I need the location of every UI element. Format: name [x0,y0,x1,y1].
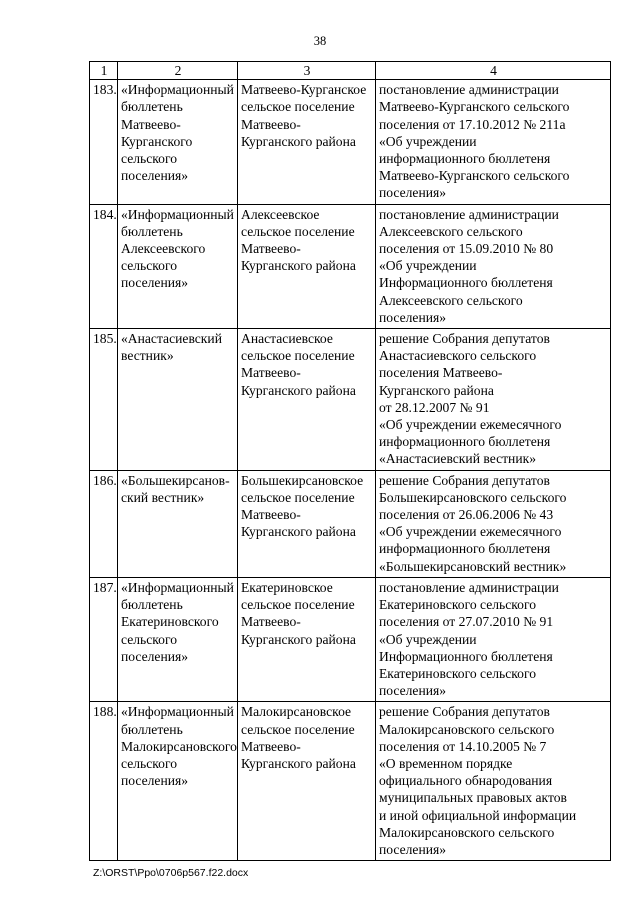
publication-name: «Информационный бюллетень Екатериновского сельского поселения» [118,577,238,701]
publication-name: «Анастасиевский вестник» [118,329,238,471]
row-number: 184. [90,204,118,328]
municipality: Алексеевское сельское поселение Матвеево- Курганского района [238,204,376,328]
founding-document: постановление администрации Алексеевского сельского поселения от 15.09.2010 № 80 «Об учреждении Информационного бюллетеня Алексеевского сельского поселения» [376,204,611,328]
founding-document: решение Собрания депутатов Малокирсановского сельского поселения от 14.10.2005 № 7 «О временном порядке официального обнародования муниципальных правовых актов и иной официальной информации Малокирсановского сельского поселения» [376,702,611,861]
row-number: 187. [90,577,118,701]
municipality: Большекирсановское сельское поселение Матвеево- Курганского района [238,470,376,577]
column-header-2: 2 [118,62,238,80]
publication-name: «Информационный бюллетень Алексеевского сельского поселения» [118,204,238,328]
row-number: 185. [90,329,118,471]
founding-document: постановление администрации Екатериновского сельского поселения от 27.07.2010 № 91 «Об учреждении Информационного бюллетеня Екатериновского сельского поселения» [376,577,611,701]
table-row [90,329,611,471]
founding-document: постановление администрации Матвеево-Курганского сельского поселения от 17.10.2012 № 211а «Об учреждении информационного бюллетеня Матвеево-Курганского сельского поселения» [376,80,611,204]
row-number: 183. [90,80,118,204]
municipality: Анастасиевское сельское поселение Матвеево- Курганского района [238,329,376,471]
publication-name: «Информационный бюллетень Матвеево- Курганского сельского поселения» [118,80,238,204]
municipality: Екатериновское сельское поселение Матвеево- Курганского района [238,577,376,701]
registry-table [89,61,611,861]
column-header-3: 3 [238,62,376,80]
table-row [90,80,611,204]
page-number: 38 [313,34,327,48]
publication-name: «Большекирсанов- ский вестник» [118,470,238,577]
municipality: Матвеево-Курганское сельское поселение Матвеево- Курганского района [238,80,376,204]
table-row [90,577,611,701]
table-row [90,204,611,328]
table-row [90,702,611,861]
table-row [90,470,611,577]
founding-document: решение Собрания депутатов Анастасиевского сельского поселения Матвеево- Курганского района от 28.12.2007 № 91 «Об учреждении ежемесячного информационного бюллетеня «Анастасиевский вестник» [376,329,611,471]
file-path-footer: Z:\ORST\Ppo\0706p567.f22.docx [93,867,249,879]
column-header-1: 1 [90,62,118,80]
row-number: 186. [90,470,118,577]
table-header-row [90,62,611,80]
publication-name: «Информационный бюллетень Малокирсановского сельского поселения» [118,702,238,861]
municipality: Малокирсановское сельское поселение Матвеево- Курганского района [238,702,376,861]
founding-document: решение Собрания депутатов Большекирсановского сельского поселения от 26.06.2006 № 43 «Об учреждении ежемесячного информационного бюллетеня «Большекирсановский вестник» [376,470,611,577]
row-number: 188. [90,702,118,861]
column-header-4: 4 [376,62,611,80]
